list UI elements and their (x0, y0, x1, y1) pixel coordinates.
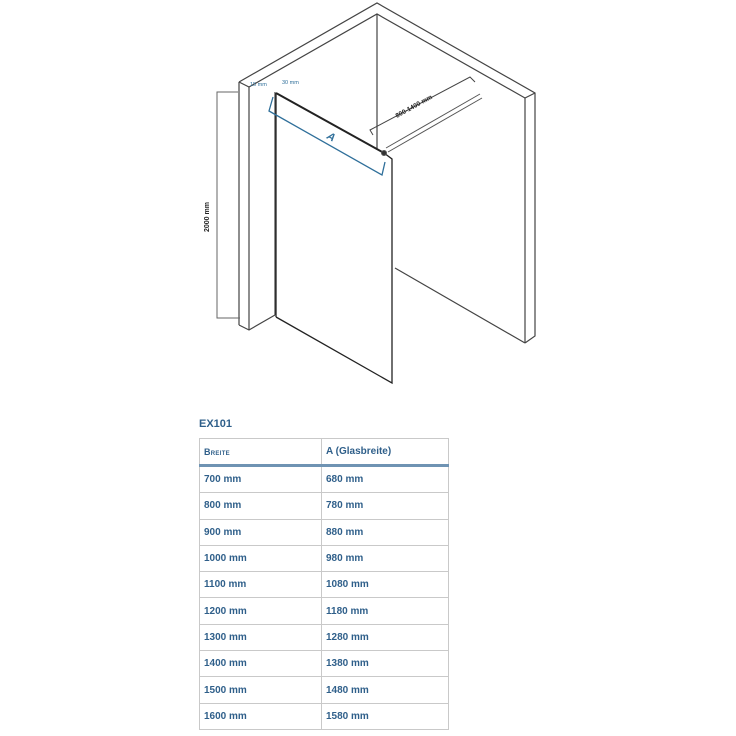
table-row (200, 545, 449, 571)
cell-glass-width: 780 mm (322, 493, 449, 519)
dimension-lines (217, 77, 475, 318)
cell-width: 700 mm (200, 466, 322, 493)
cell-width: 1400 mm (200, 651, 322, 677)
table-row (200, 519, 449, 545)
size-table (199, 438, 449, 730)
header-glass-width: A (Glasbreite) (322, 439, 449, 466)
model-title: EX101 (199, 418, 233, 430)
cell-width: 1600 mm (200, 703, 322, 729)
table-header-row (200, 439, 449, 466)
stabilizer-bar (382, 94, 483, 156)
cell-width: 1500 mm (200, 677, 322, 703)
cell-width: 1200 mm (200, 598, 322, 624)
glass-width-marker: A (324, 130, 338, 145)
cell-glass-width: 680 mm (322, 466, 449, 493)
cell-glass-width: 980 mm (322, 545, 449, 571)
cell-width: 1000 mm (200, 545, 322, 571)
wall-gap-label: 15 mm (250, 82, 267, 88)
header-width: Breite (200, 439, 322, 466)
cell-glass-width: 1480 mm (322, 677, 449, 703)
cell-glass-width: 1080 mm (322, 572, 449, 598)
table-row (200, 466, 449, 493)
table-row (200, 624, 449, 650)
cell-width: 900 mm (200, 519, 322, 545)
cell-glass-width: 880 mm (322, 519, 449, 545)
table-row (200, 572, 449, 598)
table-row (200, 651, 449, 677)
cell-width: 1300 mm (200, 624, 322, 650)
profile-width-label: 30 mm (282, 80, 299, 86)
cell-glass-width: 1580 mm (322, 703, 449, 729)
stabilizer-range-label: 800-1400 mm (394, 93, 434, 120)
cell-width: 800 mm (200, 493, 322, 519)
height-label: 2000 mm (204, 202, 211, 232)
table-row (200, 493, 449, 519)
cell-glass-width: 1380 mm (322, 651, 449, 677)
cell-glass-width: 1280 mm (322, 624, 449, 650)
room-walls (239, 3, 535, 343)
cell-glass-width: 1180 mm (322, 598, 449, 624)
cell-width: 1100 mm (200, 572, 322, 598)
table-row (200, 598, 449, 624)
table-row (200, 677, 449, 703)
table-row (200, 703, 449, 729)
